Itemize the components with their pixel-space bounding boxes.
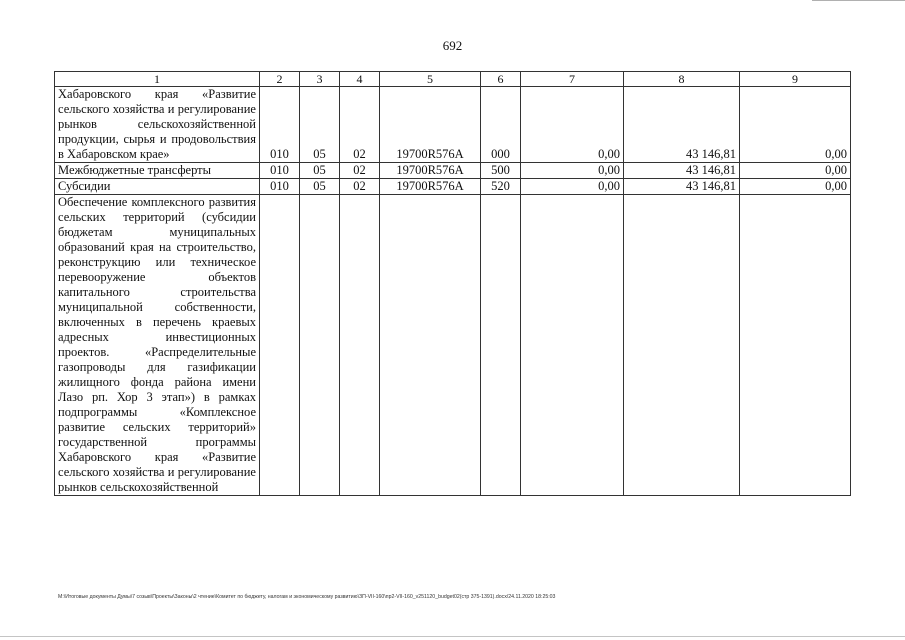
cell-subsection: 02 <box>340 163 380 179</box>
page-number: 692 <box>442 38 463 53</box>
column-header: 5 <box>380 72 481 87</box>
column-header: 6 <box>481 72 521 87</box>
table-row <box>55 87 851 163</box>
cell-amount-7: 0,00 <box>521 179 624 195</box>
table-row <box>55 195 851 496</box>
footer-file-path: M:\Итоговые документы Думы\7 созыв\Проекты\Законы\2 чтение\Комитет по бюджету, налогам и экономическому развитию\ЗП-VII-160\пр2-VII-160_v251120_budget02(стр 375-1391).docx/24.11.2020 18:25:03 <box>58 594 556 600</box>
cell-amount-8: 43 146,81 <box>624 87 740 163</box>
cell-subsection: 02 <box>340 179 380 195</box>
cell-expense-type: 000 <box>481 87 521 163</box>
row-name: Хабаровского края «Развитие сельского хозяйства и регулирование рынков сельскохозяйственной продукции, сырья и продовольствия в Хабаровском крае» <box>55 87 260 163</box>
cell-ministry: 010 <box>260 87 300 163</box>
cell-amount-7: 0,00 <box>521 87 624 163</box>
empty-cell <box>624 195 740 496</box>
row-name: Обеспечение комплексного развития сельских территорий (субсидии бюджетам муниципальных образований края на строительство, реконструкцию или техническое перевооружение объектов капитального строительства муниципальной собственности, включенных в перечень краевых адресных инвестиционных проектов. «Распределительные газопроводы для газификации жилищного фонда района имени Лазо рп. Хор 3 этап») в рамках подпрограммы «Комплексное развитие сельских территорий» государственной программы Хабаровского края «Развитие сельского хозяйства и регулирование рынков сельскохозяйственной <box>55 195 260 496</box>
table-row <box>55 179 851 195</box>
column-header: 3 <box>300 72 340 87</box>
column-header: 8 <box>624 72 740 87</box>
cell-amount-8: 43 146,81 <box>624 179 740 195</box>
empty-cell <box>340 195 380 496</box>
cell-expense-type: 500 <box>481 163 521 179</box>
column-header: 1 <box>55 72 260 87</box>
cell-amount-9: 0,00 <box>740 163 851 179</box>
cell-section: 05 <box>300 179 340 195</box>
row-name: Межбюджетные трансферты <box>55 163 260 179</box>
cell-amount-9: 0,00 <box>740 179 851 195</box>
column-header: 2 <box>260 72 300 87</box>
column-header: 4 <box>340 72 380 87</box>
column-header: 7 <box>521 72 624 87</box>
empty-cell <box>740 195 851 496</box>
empty-cell <box>380 195 481 496</box>
bottom-edge-rule <box>0 636 905 637</box>
cell-target-code: 19700R576A <box>380 163 481 179</box>
cell-target-code: 19700R576A <box>380 179 481 195</box>
column-header: 9 <box>740 72 851 87</box>
cell-section: 05 <box>300 163 340 179</box>
cell-section: 05 <box>300 87 340 163</box>
empty-cell <box>300 195 340 496</box>
empty-cell <box>260 195 300 496</box>
cell-amount-9: 0,00 <box>740 87 851 163</box>
empty-cell <box>521 195 624 496</box>
top-edge-rule <box>812 0 905 1</box>
cell-amount-7: 0,00 <box>521 163 624 179</box>
table-row <box>55 163 851 179</box>
budget-table <box>54 71 851 496</box>
cell-expense-type: 520 <box>481 179 521 195</box>
cell-ministry: 010 <box>260 179 300 195</box>
row-name: Субсидии <box>55 179 260 195</box>
table-header-row <box>55 72 851 87</box>
cell-target-code: 19700R576A <box>380 87 481 163</box>
cell-ministry: 010 <box>260 163 300 179</box>
cell-subsection: 02 <box>340 87 380 163</box>
empty-cell <box>481 195 521 496</box>
cell-amount-8: 43 146,81 <box>624 163 740 179</box>
